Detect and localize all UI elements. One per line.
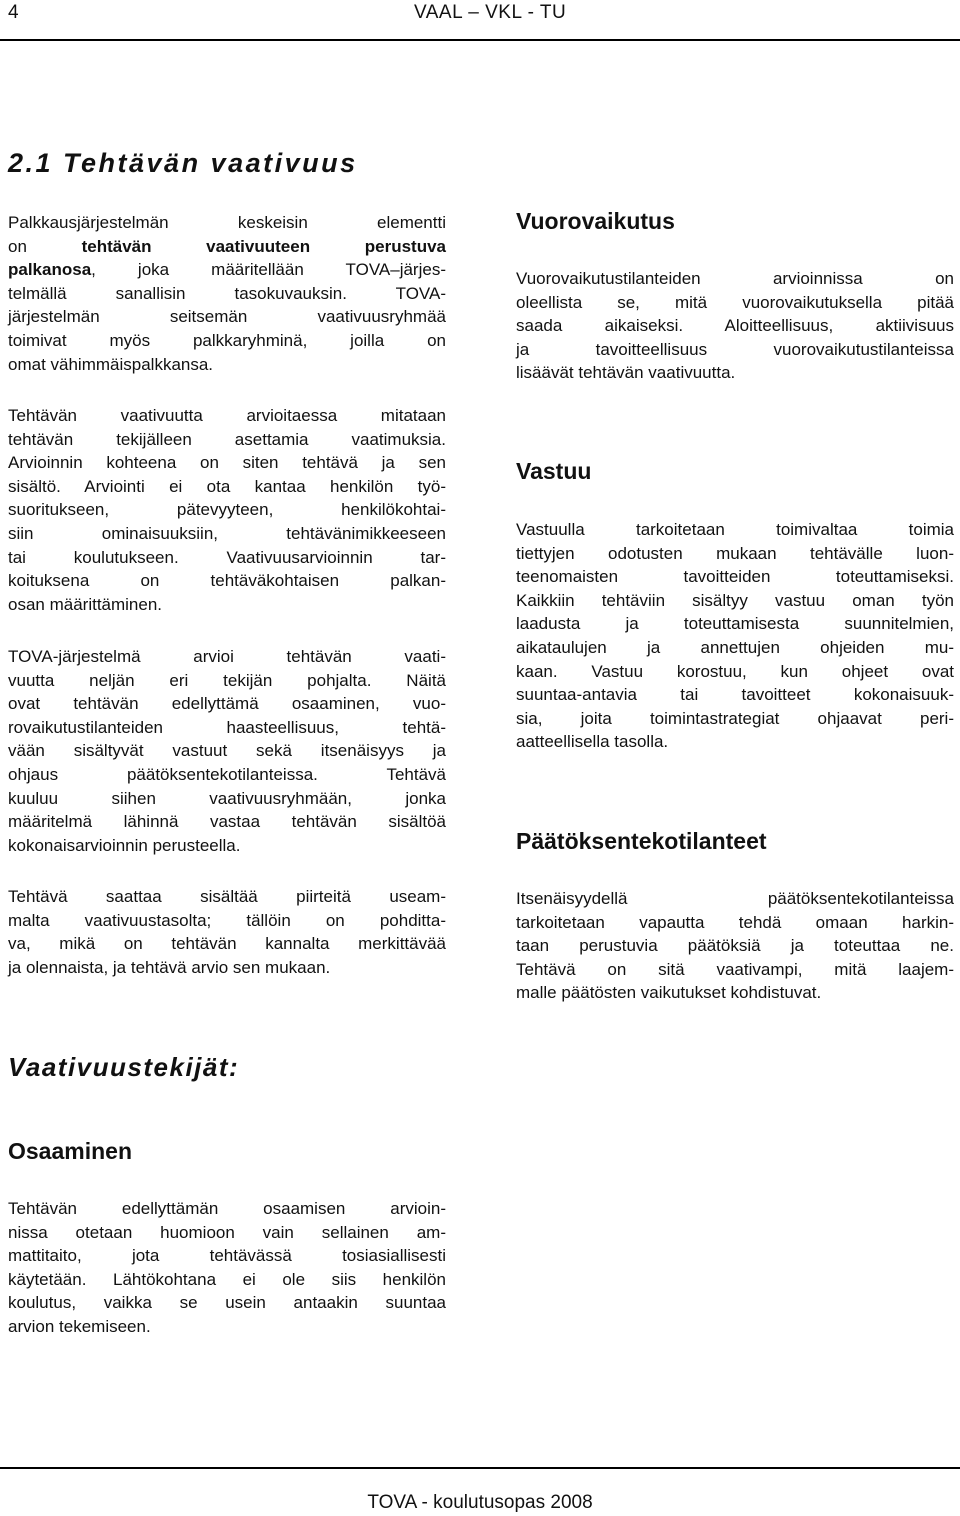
text-line: suoritukseen, pätevyyteen, henkilökohtai- xyxy=(8,500,446,520)
text-line: lisäävät tehtävän vaativuutta. xyxy=(516,363,736,383)
text-line: kuuluu siihen vaativuusryhmään, jonka xyxy=(8,788,446,808)
text-line: va, mikä on tehtävän kannalta merkittävää xyxy=(8,934,446,954)
text-line: aikataulujen ja annettujen ohjeiden mu- xyxy=(516,637,954,657)
page-number: 4 xyxy=(8,2,19,23)
text-line: tai koulutukseen. Vaativuusarvioinnin tar- xyxy=(8,547,446,567)
text-line: vään sisältyvät vastuut sekä itsenäisyys ja xyxy=(8,741,446,761)
text-line: järjestelmän seitsemän vaativuusryhmää xyxy=(8,307,446,327)
text-line: arvion tekemiseen. xyxy=(8,1316,151,1336)
text-line: Vastuulla tarkoitetaan toimivaltaa toimia xyxy=(516,520,954,539)
text-line: malta vaativuustasolta; tällöin on pohditta- xyxy=(8,910,446,930)
text-line: Palkkausjärjestelmän keskeisin elementti xyxy=(8,213,446,232)
heading-paatoksentekotilanteet: Päätöksentekotilanteet xyxy=(516,828,767,854)
text-line: ja tavoitteellisuus vuorovaikutustilanteissa xyxy=(516,339,954,359)
text-line: sia, joita toimintastrategiat ohjaavat peri- xyxy=(516,708,954,728)
paatoksenteko-paragraph xyxy=(516,887,954,1005)
text-line: sisältö. Arviointi ei ota kantaa henkilön työ- xyxy=(8,476,446,496)
header-rule xyxy=(0,39,960,41)
factors-title: Vaativuustekijät: xyxy=(8,1052,240,1082)
vastuu-paragraph xyxy=(516,518,954,754)
section-title: 2.1 Tehtävän vaativuus xyxy=(8,148,358,178)
text-line: ovat tehtävän edellyttämä osaaminen, vuo- xyxy=(8,694,446,714)
text-line: kaan. Vastuu korostuu, kun ohjeet ovat xyxy=(516,661,954,681)
text-line: kokonaisarvioinnin perusteella. xyxy=(8,835,241,855)
text-line: malle päätösten vaikutukset kohdistuvat. xyxy=(516,983,822,1003)
text-line: Vuorovaikutustilanteiden arvioinnissa on xyxy=(516,269,954,288)
text-line: nissa otetaan huomioon vain sellainen am- xyxy=(8,1222,446,1242)
text-line: siin ominaisuuksiin, tehtävänimikkeeseen xyxy=(8,523,446,543)
text-line: suuntaa-antavia tai tavoitteet kokonaisuuk- xyxy=(516,685,954,705)
text-line: Tehtävän edellyttämän osaamisen arvioin- xyxy=(8,1199,446,1218)
text-line: TOVA-järjestelmä arvioi tehtävän vaati- xyxy=(8,647,446,666)
text-line: rovaikutustilanteiden haasteellisuus, tehtä- xyxy=(8,717,446,737)
footer-text: TOVA - koulutusopas 2008 xyxy=(367,1492,593,1513)
footer-rule xyxy=(0,1467,960,1469)
text-line: Kaikkiin tehtäviin sisältyy vastuu oman työn xyxy=(516,590,954,610)
text-line: käytetään. Lähtökohtana ei ole siis henkilön xyxy=(8,1269,446,1289)
text-line: omat vähimmäispalkkansa. xyxy=(8,354,214,374)
text-line: teenomaisten tavoitteiden toteuttamiseksi. xyxy=(516,567,954,587)
text-line: laadusta ja toteuttamisesta suunnitelmien, xyxy=(516,614,954,634)
text-line: taan perustuvia päätöksiä ja toteuttaa ne. xyxy=(516,936,954,956)
text-line: saada aikaiseksi. Aloitteellisuus, aktiivisuus xyxy=(516,316,954,336)
text-line: mattitaito, jota tehtävässä tosiasiallisesti xyxy=(8,1246,446,1266)
text-line: osan määrittäminen. xyxy=(8,594,163,614)
text-line: ja olennaista, ja tehtävä arvio sen mukaan. xyxy=(8,957,331,977)
text-line: telmällä sanallisin tasokuvauksin. TOVA- xyxy=(8,283,446,303)
text-line: tiettyjen odotusten mukaan tehtävälle luon- xyxy=(516,543,954,563)
assessment-paragraph xyxy=(8,404,446,616)
text-line: Itsenäisyydellä päätöksentekotilanteissa xyxy=(516,889,954,908)
text-line: Arvioinnin kohteena on siten tehtävä ja sen xyxy=(8,453,446,473)
text-line: vuutta neljän eri tekijän pohjalta. Näitä xyxy=(8,670,446,690)
vuorovaikutus-paragraph xyxy=(516,267,954,385)
text-line: aatteellisella tasolla. xyxy=(516,732,669,752)
heading-osaaminen: Osaaminen xyxy=(8,1138,132,1164)
text-line: palkanosa, joka määritellään TOVA–järjes- xyxy=(8,260,446,280)
text-line: Tehtävä on sitä vaativampi, mitä laajem- xyxy=(516,959,954,979)
osaaminen-paragraph xyxy=(8,1197,446,1339)
text-line: ohjaus päätöksentekotilanteissa. Tehtävä xyxy=(8,764,446,784)
text-line: Tehtävän vaativuutta arvioitaessa mitataan xyxy=(8,406,446,425)
intro-paragraph xyxy=(8,211,446,376)
factors-paragraph xyxy=(8,645,446,857)
heading-vastuu: Vastuu xyxy=(516,458,592,484)
text-line: tarkoitetaan vapautta tehdä omaan harkin- xyxy=(516,912,954,932)
text-line: koituksena on tehtäväkohtaisen palkan- xyxy=(8,571,446,591)
text-line: Tehtävä saattaa sisältää piirteitä useam- xyxy=(8,887,446,906)
text-line: määritelmä lähinnä vastaa tehtävän sisältöä xyxy=(8,812,446,832)
text-line: toimivat myös palkkaryhminä, joilla on xyxy=(8,330,446,350)
running-header: VAAL – VKL - TU xyxy=(414,2,567,23)
text-line: oleellista se, mitä vuorovaikutuksella pitää xyxy=(516,292,954,312)
heading-vuorovaikutus: Vuorovaikutus xyxy=(516,208,675,234)
levels-paragraph xyxy=(8,885,446,979)
text-line: on tehtävän vaativuuteen perustuva xyxy=(8,236,446,256)
text-line: koulutus, vaikka se usein antaakin suuntaa xyxy=(8,1293,446,1313)
text-line: tehtävän tekijälleen asettamia vaatimuksia. xyxy=(8,429,446,449)
